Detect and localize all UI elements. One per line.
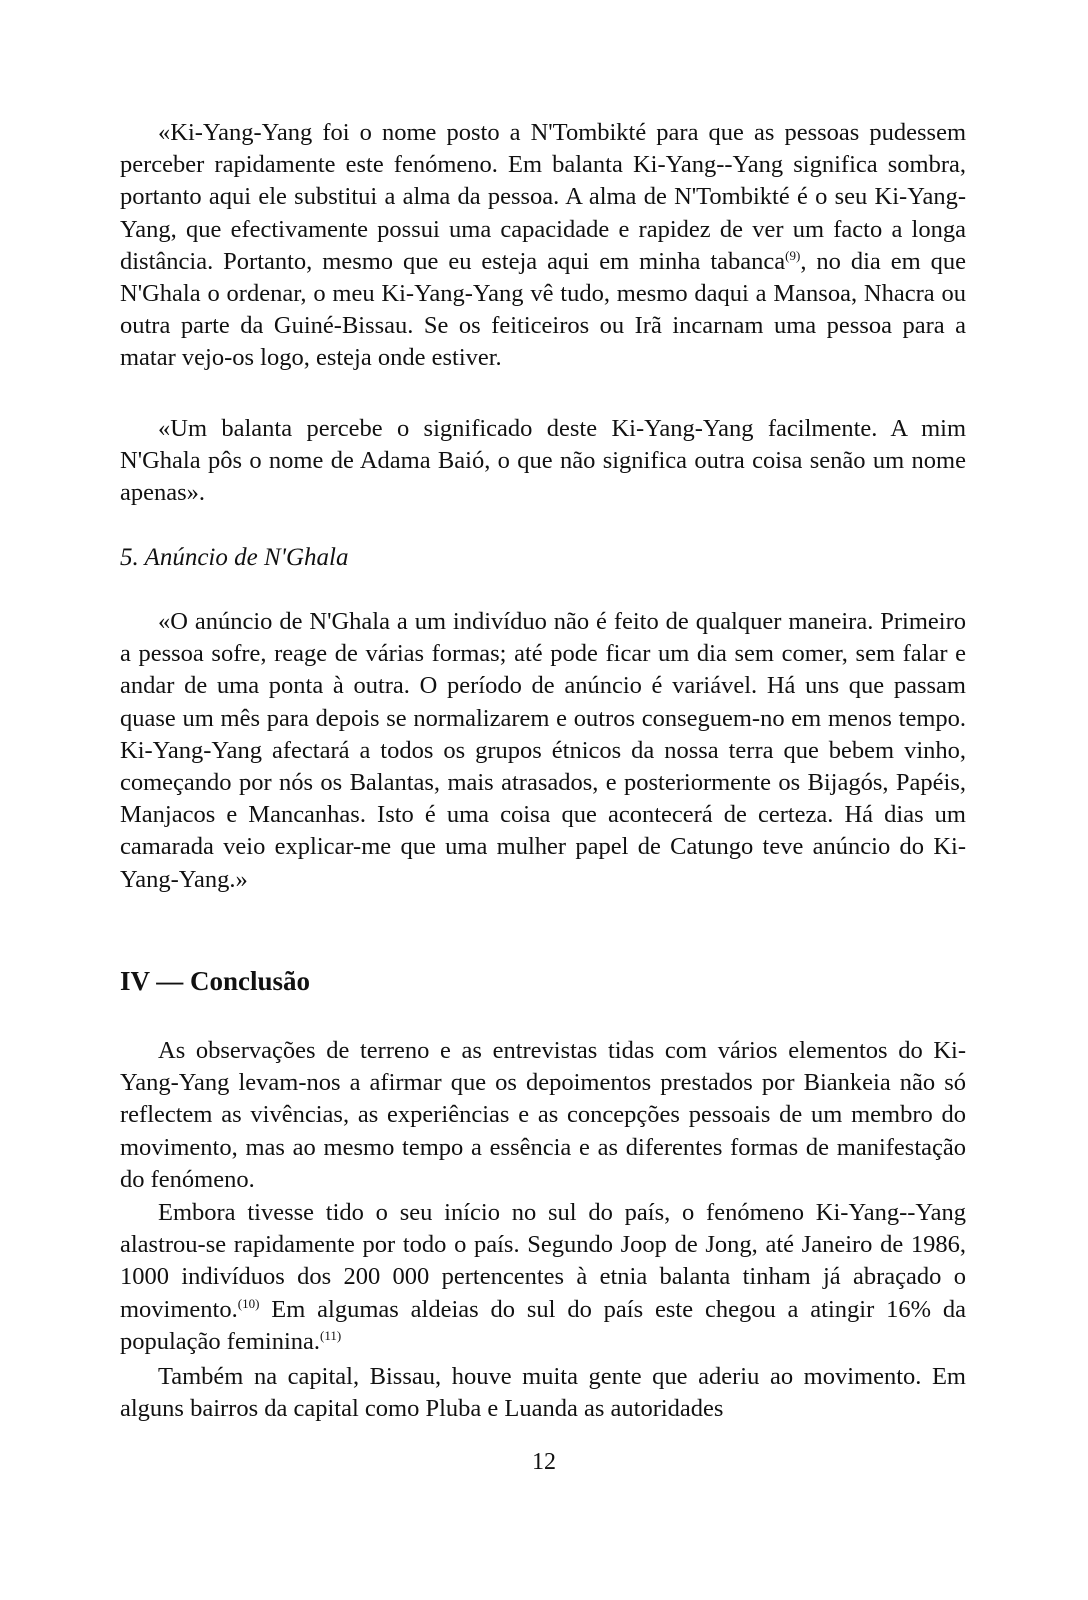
paragraph-text: «Ki-Yang-Yang foi o nome posto a N'Tombikté para que as pessoas pudessem perceber rapidamente este fenómeno. Em balanta Ki-Yang--Yang significa sombra, portanto aqui ele substitui a alma da pessoa. A alma de N'Tombikté é o seu Ki-Yang-Yang, que efectivamente possui uma capacidade e rapidez de ver um facto a longa distância. Portanto, mesmo que eu esteja aqui em minha tabanca [120,119,966,275]
section-heading-conclusion: IV — Conclusão [120,966,311,996]
section-heading-5: 5. Anúncio de N'Ghala [120,544,349,571]
paragraph-observations: As observações de terreno e as entrevistas tidas com vários elementos do Ki-Yang-Yang levam-nos a afirmar que os depoimentos prestados por Biankeia não só reflectem as vivências, as experiências e as concepções pessoais de um membro do movimento, mas ao mesmo tempo a essência e as diferentes formas de manifestação do fenómeno. [120,1037,966,1193]
paragraph-text: , no dia em que N'Ghala o ordenar, o meu Ki-Yang-Yang vê tudo, mesmo daqui a Mansoa, Nhacra ou outra parte da Guiné-Bissau. Se os feiticeiros ou Irã incarnam uma pessoa para a matar vejo-os logo, esteja onde estiver. [120,247,966,372]
paragraph-spread [120,1197,966,1358]
paragraph-ki-yang-yang-name [120,117,966,375]
paragraph-capital: Também na capital, Bissau, houve muita gente que aderiu ao movimento. Em alguns bairros da capital como Pluba e Luanda as autoridades [120,1363,966,1423]
paragraph-announcement: «O anúncio de N'Ghala a um indivíduo não é feito de qualquer maneira. Primeiro a pessoa sofre, reage de várias formas; até pode ficar um dia sem comer, sem falar e andar de uma ponta à outra. O período de anúncio é variável. Há uns que passam quase um mês para depois se normalizarem e outros conseguem-no em menos tempo. Ki-Yang-Yang afectará a todos os grupos étnicos da nossa terra que bebem vinho, começando por nós os Balantas, mais atrasados, e posteriormente os Bijagós, Papéis, Manjacos e Mancanhas. Isto é uma coisa que acontecerá de certeza. Há dias um camarada veio explicar-me que uma mulher papel de Catungo teve anúncio do Ki-Yang-Yang.» [120,608,966,893]
footnote-ref-11[interactable]: (11) [320,1327,342,1343]
paragraph-balanta-meaning: «Um balanta percebe o significado deste Ki-Yang-Yang facilmente. A mim N'Ghala pôs o nome de Adama Baió, o que não significa outra coisa senão um nome apenas». [120,415,966,507]
paragraph-text: Em algumas aldeias do sul do país este chegou a atingir 16% da população feminina. [120,1295,966,1355]
paragraph-text: Embora tivesse tido o seu início no sul do país, o fenómeno Ki-Yang--Yang alastrou-se rapidamente por todo o país. Segundo Joop de Jong, até Janeiro de 1986, 1000 indivíduos dos 200 000 pertencentes à etnia balanta tinham já abraçado o movimento. [120,1199,966,1323]
footnote-ref-10[interactable]: (10) [237,1295,260,1311]
footnote-ref-9[interactable]: (9) [785,247,801,263]
page-number: 12 [532,1449,556,1475]
